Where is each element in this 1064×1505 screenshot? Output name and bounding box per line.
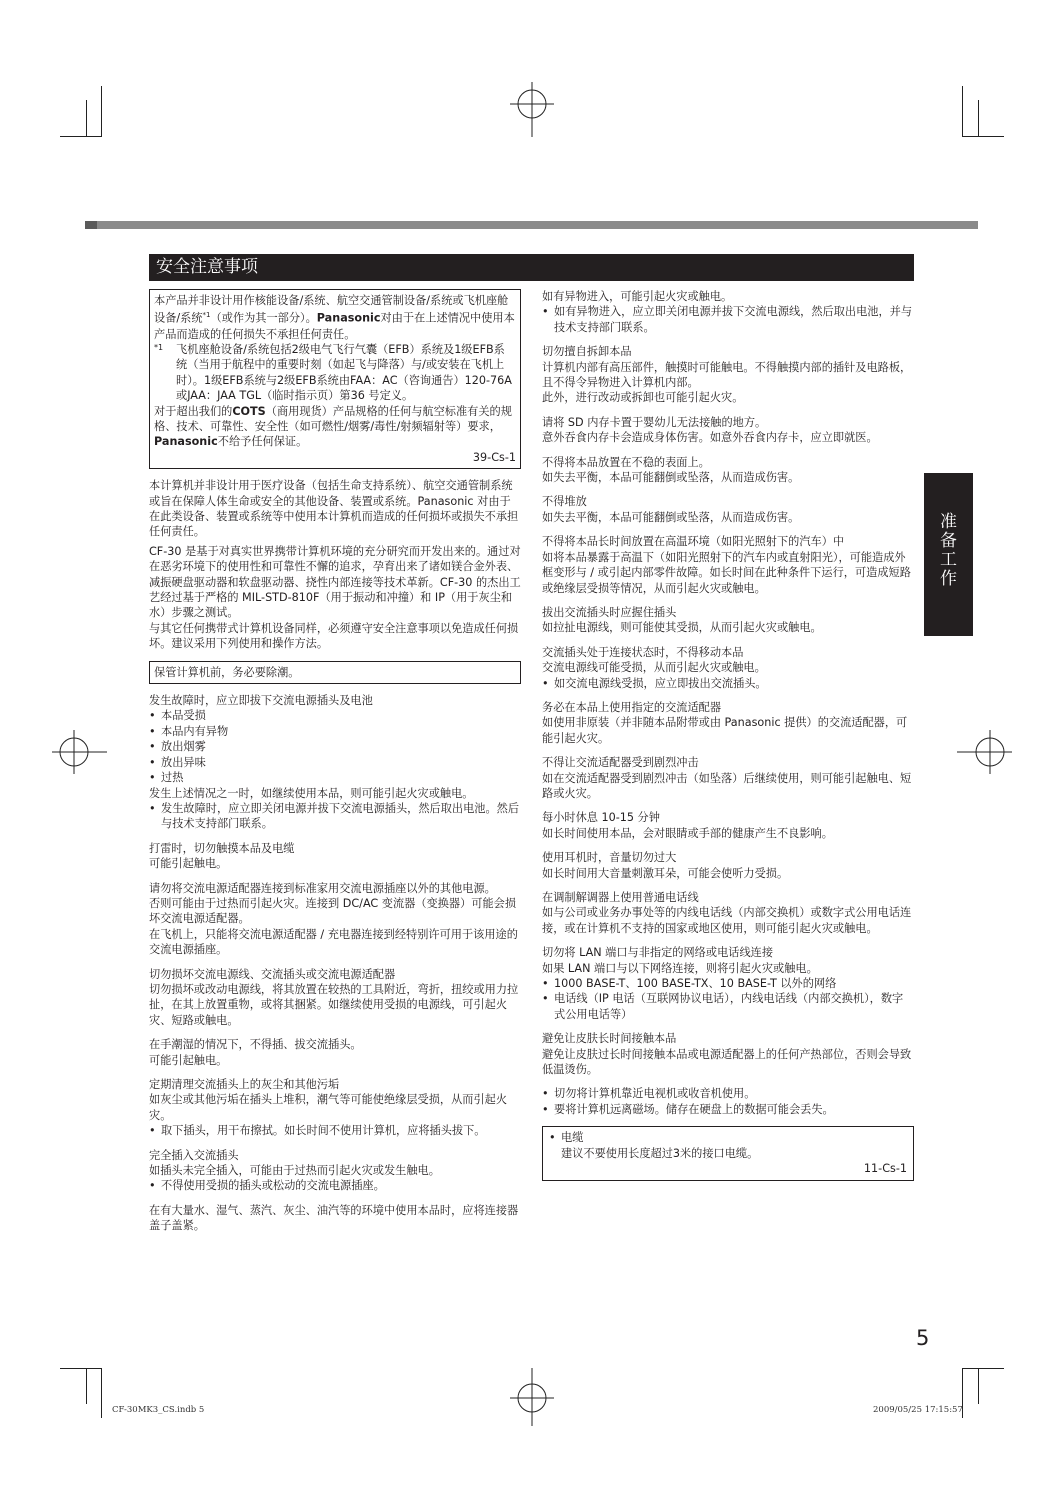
crop-mark <box>101 1368 102 1418</box>
section-title: 安全注意事项 <box>149 254 914 281</box>
section-heading: 请将 SD 内存卡置于婴幼儿无法接触的地方。 <box>542 415 767 429</box>
section-heading: 打雷时，切勿触摸本品及电缆 <box>149 841 295 855</box>
fault-warning: 发生上述情况之一时，如继续使用本品，则可能引起火灾或触电。 <box>149 786 474 800</box>
section-heading: 不得堆放 <box>542 495 587 509</box>
list-item: • 发生故障时，应立即关闭电源并拔下交流电源插头，然后取出电池。然后与技术支持部门联系。 <box>149 801 521 832</box>
section-heading: 定期清理交流插头上的灰尘和其他污垢 <box>149 1078 340 1092</box>
dehumidify-box: 保管计算机前，务必要除潮。 <box>149 661 521 684</box>
sd-card-section <box>542 415 914 446</box>
notice-code: 39-Cs-1 <box>472 450 516 464</box>
footer-datetime: 2009/05/25 17:15:57 <box>873 1405 963 1415</box>
crop-mark <box>60 1368 102 1369</box>
section-heading: 切勿将 LAN 端口与非指定的网络或电话线连接 <box>542 946 774 960</box>
thunder-section <box>149 841 521 872</box>
tab-char: 备 <box>940 531 957 551</box>
section-body: 如长时间用大音量刺激耳朵，可能会使听力受损。 <box>542 866 789 880</box>
adapter-section <box>149 881 521 958</box>
environment-note: 在有大量水、湿气、蒸汽、灰尘、油汽等的环境中使用本品时，应将连接器盖子盖紧。 <box>149 1203 519 1233</box>
section-body: 如与公司或业务办事处等的内线电话线（内部交换机）或数字式公用电话连接，或在计算机不支持的国家或地区使用，则可能引起火灾或触电。 <box>542 906 912 935</box>
list-item: • 放出异味 <box>149 755 521 770</box>
crop-mark <box>978 1368 979 1404</box>
tab-char: 工 <box>940 550 957 570</box>
move-section <box>542 645 914 691</box>
section-body: 如失去平衡，本品可能翻倒或坠落，从而造成伤害。 <box>542 471 800 485</box>
section-body: 此外，进行改动或拆卸也可能引起火灾。 <box>542 391 744 405</box>
section-body: 计算机内部有高压部件，触摸时可能触电。不得触摸内部的插针及电路板，且不得令异物进入计算机内部。 <box>542 360 912 390</box>
registration-mark-left <box>52 722 112 782</box>
section-body: 如将本品暴露于高温下（如阳光照射下的汽车内或直射阳光），可能造成外框变形与 / 或引起内部零件故障。如长时间在此种条件下运行，可造成短路或绝缘层受损等情况，从而引起火灾或触电。 <box>542 550 911 595</box>
disassemble-section <box>542 344 914 406</box>
right-column <box>542 289 914 1181</box>
list-item: • 不得使用受损的插头或松动的交流电源插座。 <box>149 1178 521 1193</box>
section-heading: 请勿将交流电源适配器连接到标准家用交流电源插座以外的其他电源。 <box>149 881 496 895</box>
list-item: • 如交流电源线受损，应立即拔出交流插头。 <box>542 676 914 691</box>
tab-char: 准 <box>940 512 957 532</box>
section-body: 如长时间使用本品，会对眼睛或手部的健康产生不良影响。 <box>542 826 833 840</box>
section-heading: 完全插入交流插头 <box>149 1148 239 1162</box>
list-item: • 取下插头，用干布擦拭。如长时间不使用计算机，应将插头拔下。 <box>149 1123 521 1138</box>
crop-mark <box>101 86 102 136</box>
registration-mark-right <box>952 722 1012 782</box>
misc-section <box>542 1086 914 1117</box>
section-body: 在飞机上，只能将交流电源适配器 / 充电器连接到经特别许可用于该用途的交流电源插座。 <box>149 927 518 957</box>
crop-mark <box>962 136 1004 137</box>
aviation-notice-box <box>149 289 521 469</box>
skin-section <box>542 1031 914 1077</box>
section-body: 切勿损坏或改动电源线，将其放置在较热的工具附近，弯折，扭绞或用力拉扯，在其上放置重物，或将其捆紧。如继续使用受损的电源线，可引起火灾、短路或触电。 <box>149 982 519 1027</box>
unstable-section <box>542 455 914 486</box>
rest-section <box>542 810 914 841</box>
section-heading: 拔出交流插头时应握住插头 <box>542 605 677 619</box>
page-number: 5 <box>916 1326 930 1350</box>
list-item: • 过热 <box>149 770 521 785</box>
footnote: *1 飞机座舱设备/系统包括2级电气飞行气囊（EFB）系统及1级EFB系统（当用于航程中的重要时刻（如起飞与降落）与/或安装在飞机上时）。1级EFB系统与2级EFB系统由FAA：AC（咨询通告）120-76A或JAA：JAA TGL（临时指示页）第36 号定义。 <box>154 342 512 403</box>
section-body: 如拉扯电源线，则可能使其受损，从而引起火灾或触电。 <box>542 621 822 635</box>
section-body: 如失去平衡，本品可能翻倒或坠落，从而造成伤害。 <box>542 510 800 524</box>
list-item: • 本品受损 <box>149 708 521 723</box>
fault-section <box>149 693 521 832</box>
section-heading: 不得将本品放置在不稳的表面上。 <box>542 455 710 469</box>
section-body: 意外吞食内存卡会造成身体伤害。如意外吞食内存卡，应立即就医。 <box>542 431 878 445</box>
foreign-object-section <box>542 289 914 335</box>
section-heading: 不得让交流适配器受到剧烈冲击 <box>542 756 699 770</box>
footer-file: CF-30MK3_CS.indb 5 <box>112 1405 205 1415</box>
heat-section <box>542 534 914 596</box>
unplug-section <box>542 605 914 636</box>
medical-notice: 本计算机并非设计用于医疗设备（包括生命支持系统）、航空交通管制系统或旨在保障人体生命或安全的其他设备、装置或系统。Panasonic 对由于在此类设备、装置或系统等中使用本计算机而造成的任何损坏或损失不承担任何责任。 <box>149 479 519 539</box>
cable-box <box>542 1126 914 1180</box>
section-body: 交流电源线可能受损，从而引起火灾或触电。 <box>542 661 766 675</box>
section-heading: 使用耳机时，音量切勿过大 <box>542 851 677 865</box>
section-body: 可能引起触电。 <box>149 1053 228 1067</box>
section-heading: 不得将本品长时间放置在高温环境（如阳光照射下的汽车）中 <box>542 535 845 549</box>
section-heading: 切勿损坏交流电源线、交流插头或交流电源适配器 <box>149 967 396 981</box>
section-heading: 在手潮湿的情况下，不得插、拔交流插头。 <box>149 1038 362 1052</box>
list-item: • 电话线（IP 电话（互联网协议电话），内线电话线（内部交换机），数字式公用电话等） <box>542 991 914 1022</box>
cord-section <box>149 967 521 1029</box>
wet-hands-section <box>149 1037 521 1068</box>
cots-notice: 对于超出我们的COTS（商用现货）产品规格的任何与航空标准有关的规格、技术、可靠性、安全性（如可燃性/烟雾/毒性/射频辐射等）要求，Panasonic不给予任何保证。 <box>154 404 512 449</box>
section-heading: 交流插头处于连接状态时，不得移动本品 <box>542 645 744 659</box>
section-body: 如使用非原装（并非随本品附带或由 Panasonic 提供）的交流适配器，可能引起火灾。 <box>542 716 908 745</box>
section-heading: 每小时休息 10-15 分钟 <box>542 811 660 825</box>
list-item: • 本品内有异物 <box>149 724 521 739</box>
list-item: • 电缆 <box>549 1130 907 1145</box>
crop-mark <box>86 100 87 136</box>
list-item: • 要将计算机远离磁场。储存在硬盘上的数据可能会丢失。 <box>542 1102 914 1117</box>
stack-section <box>542 494 914 525</box>
crop-mark <box>962 1368 1004 1369</box>
section-heading: 切勿擅自拆卸本品 <box>542 345 632 359</box>
section-body: 如果 LAN 端口与以下网络连接，则将引起火灾或触电。 <box>542 961 818 975</box>
section-body: 如灰尘或其他污垢在插头上堆积，潮气等可能使绝缘层受损，从而引起火灾。 <box>149 1093 508 1122</box>
section-body: 如在交流适配器受到剧烈冲击（如坠落）后继续使用，则可能引起触电、短路或火灾。 <box>542 771 912 800</box>
section-heading: 如有异物进入，可能引起火灾或触电。 <box>542 290 733 303</box>
list-item: • 放出烟雾 <box>149 739 521 754</box>
registration-mark-top <box>502 82 562 142</box>
tab-char: 作 <box>940 569 957 589</box>
list-item: • 1000 BASE-T、100 BASE-TX、10 BASE-T 以外的网络 <box>542 976 914 991</box>
chapter-tab <box>924 473 973 636</box>
crop-mark <box>60 136 102 137</box>
fault-heading: 发生故障时，应立即拔下交流电源插头及电池 <box>149 694 373 708</box>
section-body: 如插头未完全插入，可能由于过热而引起火灾或发生触电。 <box>149 1164 440 1178</box>
list-item: • 切勿将计算机靠近电视机或收音机使用。 <box>542 1086 914 1101</box>
left-column <box>149 289 521 1234</box>
specified-adapter-section <box>542 700 914 746</box>
impact-section <box>542 755 914 801</box>
list-item: • 如有异物进入，应立即关闭电源并拔下交流电源线，然后取出电池，并与技术支持部门联系。 <box>542 304 914 335</box>
crop-mark <box>962 86 963 136</box>
volume-section <box>542 850 914 881</box>
crop-mark <box>86 1368 87 1404</box>
modem-section <box>542 890 914 936</box>
section-body: 可能引起触电。 <box>149 857 228 871</box>
dust-section <box>149 1077 521 1139</box>
section-heading: 在调制解调器上使用普通电话线 <box>542 891 699 904</box>
registration-mark-bottom <box>502 1368 562 1428</box>
cf30-description: CF-30 是基于对真实世界携带计算机环境的充分研究而开发出来的。通过对在恶劣环境下的使用性和可靠性不懈的追求，孕育出来了诸如镁合金外表、减振硬盘驱动器和软盘驱动器、挠性内部连接等技术革新。CF-30 的杰出工艺经过基于严格的 MIL-STD-810F（用于振动和冲撞）和 IP（用于灰尘和水）步骤之测试。 <box>149 544 521 620</box>
aviation-notice: 本产品并非设计用作核能设备/系统、航空交通管制设备/系统或飞机座舱设备/系统$^{*1}$（或作为其一部分）。Panasonic对由于在上述情况中使用本产品而造成的任何损失不承担任何责任。 <box>154 294 515 341</box>
lan-section <box>542 945 914 1022</box>
section-body: 否则可能由于过热而引起火灾。连接到 DC/AC 变流器（变换器）可能会损坏交流电源适配器。 <box>149 896 517 926</box>
section-heading: 务必在本品上使用指定的交流适配器 <box>542 700 722 714</box>
insert-section <box>149 1148 521 1194</box>
precaution-intro: 与其它任何携带式计算机设备同样，必须遵守安全注意事项以免造成任何损坏。建议采用下列使用和操作方法。 <box>149 621 519 651</box>
section-body: 避免让皮肤过长时间接触本品或电源适配器上的任何产热部位，否则会导致低温烫伤。 <box>542 1047 912 1077</box>
cable-note: 建议不要使用长度超过3米的接口电缆。 <box>561 1146 759 1160</box>
notice-code: 11-Cs-1 <box>863 1162 907 1176</box>
crop-mark <box>978 100 979 136</box>
section-heading: 避免让皮肤长时间接触本品 <box>542 1032 677 1046</box>
header-rule <box>85 221 978 229</box>
